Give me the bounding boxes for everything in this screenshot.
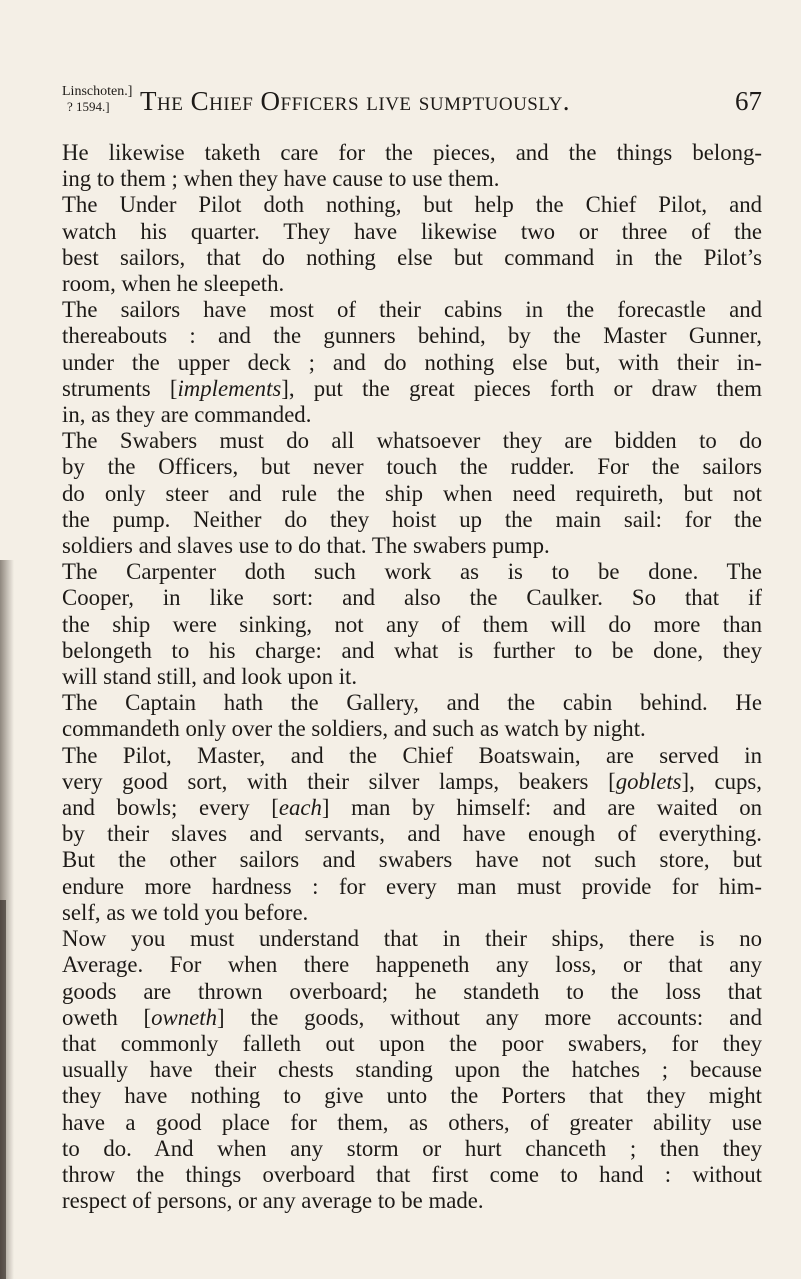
- text-segment: very good sort, with their silver lamps, beakers [: [62, 768, 616, 794]
- text-line: [62, 795, 762, 821]
- text-line: best sailors, that do nothing else but command in the Pilot’s: [62, 244, 762, 270]
- text-segment: struments [: [62, 375, 178, 401]
- text-line: by their slaves and servants, and have enough of everything.: [62, 821, 762, 847]
- text-segment: ], cups,: [681, 768, 762, 794]
- text-line: throw the things overboard that first come to hand : without: [62, 1161, 762, 1187]
- text-line: self, as we told you before.: [62, 899, 309, 925]
- text-line: soldiers and slaves use to do that. The swabers pump.: [62, 533, 550, 559]
- text-line: The Under Pilot doth nothing, but help the Chief Pilot, and: [62, 192, 762, 218]
- editorial-gloss: goblets: [615, 768, 682, 794]
- text-segment: and bowls; every [: [62, 795, 279, 821]
- text-line: The Swabers must do all whatsoever they are bidden to do: [62, 428, 762, 454]
- text-line: [62, 376, 762, 402]
- text-segment: ], put the great pieces forth or draw them: [281, 375, 762, 401]
- margin-note-author: Linschoten.]: [62, 84, 133, 99]
- text-line: the ship were sinking, not any of them will do more than: [62, 611, 762, 637]
- text-line: do only steer and rule the ship when need requireth, but not: [62, 480, 762, 506]
- text-line: Cooper, in like sort: and also the Caulker. So that if: [62, 585, 762, 611]
- text-line: that commonly falleth out upon the poor swabers, for they: [62, 1030, 762, 1056]
- editorial-gloss: owneth: [151, 1004, 218, 1030]
- text-line: commandeth only over the soldiers, and such as watch by night.: [62, 716, 646, 742]
- margin-note-date: ? 1594.]: [67, 99, 110, 114]
- text-line: He likewise taketh care for the pieces, and the things belong-: [62, 140, 762, 165]
- text-line: Average. For when there happeneth any loss, or that any: [62, 952, 762, 978]
- page-number: 67: [735, 86, 762, 116]
- text-line: they have nothing to give unto the Porters that they might: [62, 1083, 762, 1109]
- text-line: usually have their chests standing upon the hatches ; because: [62, 1057, 762, 1083]
- text-line: by the Officers, but never touch the rudder. For the sailors: [62, 454, 762, 480]
- text-line: ing to them ; when they have cause to use them.: [62, 166, 500, 192]
- text-line: Now you must understand that in their ships, there is no: [62, 926, 762, 952]
- text-line: room, when he sleepeth.: [62, 271, 285, 297]
- page-edge-binding: [0, 900, 6, 1279]
- text-line: to do. And when any storm or hurt chanceth ; then they: [62, 1135, 762, 1161]
- text-line: will stand still, and look upon it.: [62, 664, 358, 690]
- text-line: [62, 1005, 762, 1031]
- editorial-gloss: each: [278, 795, 322, 821]
- running-header: [62, 84, 762, 124]
- text-segment: ] man by himself: and are waited on: [321, 795, 762, 821]
- text-line: The Carpenter doth such work as is to be done. The: [62, 559, 762, 585]
- text-line: watch his quarter. They have likewise two or three of the: [62, 218, 762, 244]
- text-line: The Pilot, Master, and the Chief Boatswain, are served in: [62, 742, 762, 768]
- text-line: under the upper deck ; and do nothing else but, with their in-: [62, 349, 762, 375]
- text-line: respect of persons, or any average to be made.: [62, 1188, 484, 1214]
- body-text: [62, 140, 762, 1214]
- running-title: The Chief Officers live sumptuously.: [140, 86, 571, 116]
- editorial-gloss: implements: [177, 375, 282, 401]
- text-line: the pump. Neither do they hoist up the main sail: for the: [62, 506, 762, 532]
- text-line: have a good place for them, as others, of greater ability use: [62, 1109, 762, 1135]
- text-line: goods are thrown overboard; he standeth to the loss that: [62, 978, 762, 1004]
- text-line: [62, 769, 762, 795]
- text-line: thereabouts : and the gunners behind, by the Master Gunner,: [62, 323, 762, 349]
- text-segment: ] the goods, without any more accounts: and: [217, 1004, 762, 1030]
- text-segment: oweth [: [62, 1004, 152, 1030]
- text-line: The Captain hath the Gallery, and the cabin behind. He: [62, 690, 762, 716]
- text-line: The sailors have most of their cabins in the forecastle and: [62, 297, 762, 323]
- text-line: in, as they are commanded.: [62, 402, 312, 428]
- text-line: belongeth to his charge: and what is further to be done, they: [62, 637, 762, 663]
- text-line: But the other sailors and swabers have not such store, but: [62, 847, 762, 873]
- text-line: endure more hardness : for every man must provide for him-: [62, 873, 762, 899]
- margin-note: [62, 84, 134, 114]
